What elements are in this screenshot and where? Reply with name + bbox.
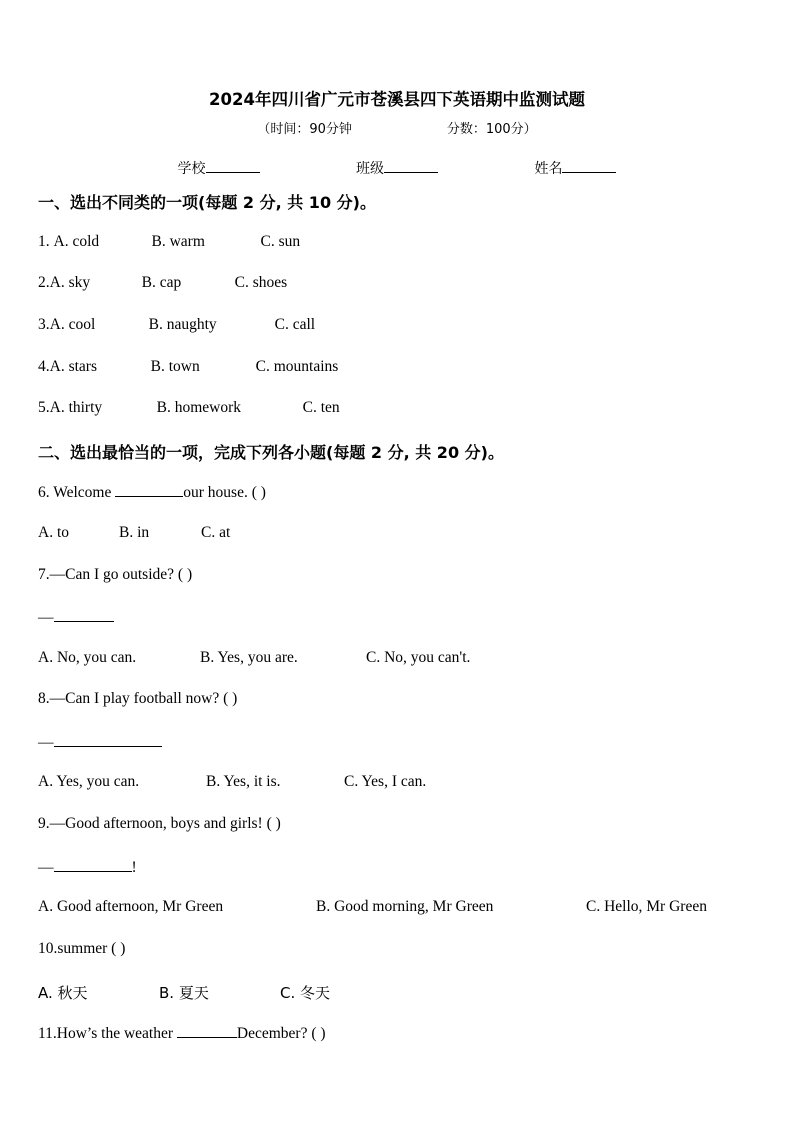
- question-8-answer: —: [38, 732, 162, 752]
- option: A. cool: [49, 316, 96, 333]
- answer-blank[interactable]: [54, 732, 162, 747]
- class-field[interactable]: 班级: [356, 158, 438, 178]
- exam-meta: [0, 118, 794, 137]
- option: A. to: [38, 524, 69, 541]
- class-blank[interactable]: [384, 158, 438, 173]
- question-5: 5.A. thirty B. homework C. ten: [38, 399, 340, 416]
- option: B. homework: [156, 399, 242, 416]
- school-field[interactable]: 学校: [178, 158, 260, 178]
- question-6-options: [38, 524, 230, 542]
- question-1: 1. A. cold B. warm C. sun: [38, 233, 301, 250]
- answer-blank[interactable]: [54, 607, 114, 622]
- option: C. at: [201, 524, 231, 541]
- option: B. warm: [151, 233, 205, 250]
- answer-blank[interactable]: [177, 1023, 237, 1038]
- question-7-options: [38, 649, 470, 667]
- question-3: 3.A. cool B. naughty C. call: [38, 316, 316, 333]
- question-9-options: [38, 898, 707, 916]
- option: A. cold: [53, 233, 100, 250]
- section1-heading: 一、选出不同类的一项(每题 2 分, 共 10 分)。: [38, 193, 376, 212]
- option: C. call: [274, 316, 316, 333]
- section2-heading: 二、选出最恰当的一项，完成下列各小题(每题 2 分, 共 20 分)。: [38, 443, 504, 462]
- question-7: 7.—Can I go outside? ( ): [38, 566, 193, 583]
- option: A. sky: [49, 274, 91, 291]
- answer-blank[interactable]: [54, 857, 132, 872]
- answer-blank[interactable]: [115, 482, 183, 497]
- question-10-options: [38, 982, 330, 1003]
- option: C. shoes: [234, 274, 288, 291]
- question-2: 2.A. sky B. cap C. shoes: [38, 274, 288, 291]
- option: C. No, you can't.: [366, 649, 471, 666]
- question-4: 4.A. stars B. town C. mountains: [38, 358, 339, 375]
- option: A. stars: [49, 358, 97, 375]
- option: A. No, you can.: [38, 649, 137, 666]
- question-6: 6. Welcome our house. ( ): [38, 484, 266, 501]
- question-8-options: [38, 773, 426, 791]
- option: B. 夏天: [159, 984, 209, 1002]
- option: A. Yes, you can.: [38, 773, 140, 790]
- question-7-answer: —: [38, 607, 114, 627]
- option: C. mountains: [255, 358, 339, 375]
- name-field[interactable]: 姓名: [534, 158, 616, 178]
- name-blank[interactable]: [562, 158, 616, 173]
- question-9-answer: — !: [38, 859, 137, 876]
- page-title: 2024年四川省广元市苍溪县四下英语期中监测试题: [209, 90, 585, 109]
- question-9: 9.—Good afternoon, boys and girls! ( ): [38, 815, 281, 832]
- question-10: 10.summer ( ): [38, 940, 126, 957]
- exam-score: 分数：100分）: [446, 122, 537, 137]
- option: A. thirty: [49, 399, 103, 416]
- option: C. sun: [260, 233, 301, 250]
- option: C. Yes, I can.: [344, 773, 427, 790]
- question-11: 11.How’s the weather December? ( ): [38, 1025, 326, 1042]
- option: C. ten: [302, 399, 340, 416]
- school-blank[interactable]: [206, 158, 260, 173]
- option: A. 秋天: [38, 984, 88, 1002]
- student-info: [0, 158, 794, 178]
- option: C. Hello, Mr Green: [586, 898, 707, 915]
- option: A. Good afternoon, Mr Green: [38, 898, 224, 915]
- option: B. naughty: [148, 316, 217, 333]
- option: B. Good morning, Mr Green: [316, 898, 494, 915]
- option: B. Yes, it is.: [206, 773, 281, 790]
- option: B. cap: [141, 274, 182, 291]
- question-8: 8.—Can I play football now? ( ): [38, 690, 238, 707]
- option: B. Yes, you are.: [200, 649, 298, 666]
- option: C. 冬天: [280, 984, 331, 1002]
- exam-time: （时间：90分钟: [257, 122, 352, 137]
- option: B. in: [119, 524, 150, 541]
- option: B. town: [150, 358, 200, 375]
